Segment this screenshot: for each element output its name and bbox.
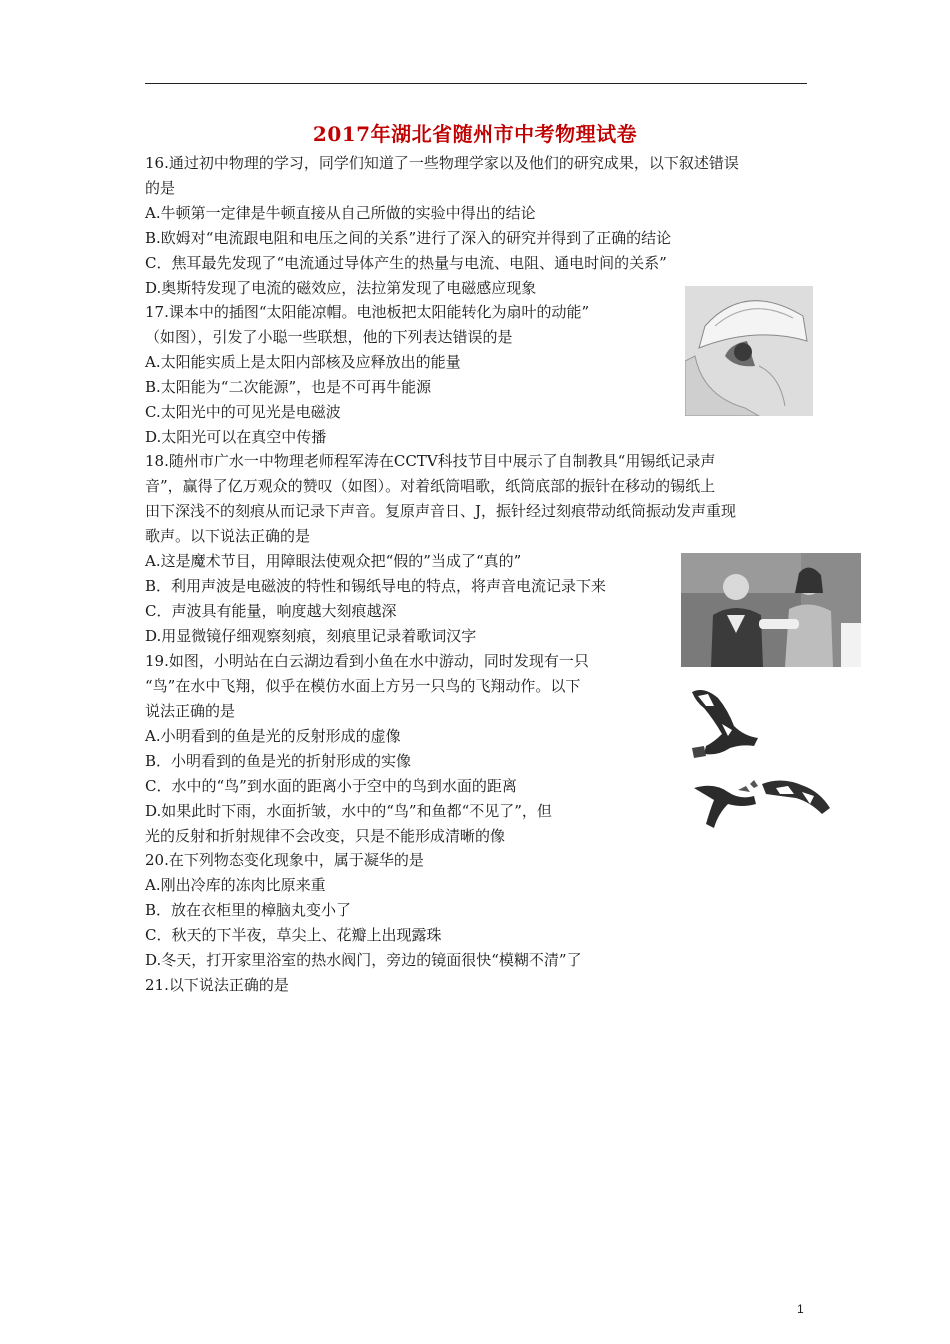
question-17-option-d: D.太阳光可以在真空中传播 — [145, 428, 327, 446]
question-16-option-d: D.奥斯特发现了电流的磁效应，法拉第发现了电磁感应现象 — [145, 279, 537, 297]
question-16-stem-cont: 的是 — [145, 179, 176, 197]
bird-reflection-figure — [684, 684, 834, 834]
question-19-stem-cont-1: “鸟”在水中飞翔，似乎在模仿水面上方另一只鸟的飞翔动作。以下 — [145, 677, 581, 695]
question-17-option-c: C.太阳光中的可见光是电磁波 — [145, 403, 341, 421]
question-18-option-b: B．利用声波是电磁波的特性和锡纸导电的特点，将声音电流记录下来 — [145, 577, 607, 595]
question-17-option-b: B.太阳能为“二次能源”，也是不可再牛能源 — [145, 378, 432, 396]
question-19-stem: 19.如图，小明站在白云湖边看到小鱼在水中游动，同时发现有一只 — [145, 652, 589, 670]
question-20-option-a: A.刚出冷库的冻肉比原来重 — [145, 876, 326, 894]
question-19-option-d-cont: 光的反射和折射规律不会改变，只是不能形成清晰的像 — [145, 827, 506, 845]
teacher-demo-photo — [681, 553, 861, 667]
question-18-option-d: D.用显微镜仔细观察刻痕，刻痕里记录着歌词汉字 — [145, 627, 477, 645]
question-21-stem: 21.以下说法正确的是 — [145, 976, 289, 994]
page-number: 1 — [797, 1302, 804, 1316]
question-17-option-a: A.太阳能实质上是太阳内部核及应释放出的能量 — [145, 353, 461, 371]
question-17-stem: 17.课本中的插图“太阳能凉帽。电池板把太阳能转化为扇叶的动能” — [145, 303, 590, 321]
question-17-stem-cont: （如图），引发了小聪一些联想，他的下列表达错误的是 — [145, 328, 513, 346]
question-19-option-b: B．小明看到的鱼是光的折射形成的实像 — [145, 752, 412, 770]
solar-hat-figure — [685, 286, 813, 416]
question-19-option-c: C．水中的“鸟”到水面的距离小于空中的鸟到水面的距离 — [145, 777, 517, 795]
question-19-stem-cont-2: 说法正确的是 — [145, 702, 236, 720]
question-18-option-a: A.这是魔术节目，用障眼法使观众把“假的”当成了“真的” — [145, 552, 522, 570]
question-20-option-d: D.冬天，打开家里浴室的热水阀门，旁边的镜面很快“模糊不清”了 — [145, 951, 582, 969]
header-rule — [145, 83, 807, 84]
question-19-option-a: A.小明看到的鱼是光的反射形成的虚像 — [145, 727, 401, 745]
question-20-option-c: C．秋天的下半夜，草尖上、花瓣上出现露珠 — [145, 926, 442, 944]
question-16-option-a: A.牛顿第一定律是牛顿直接从自己所做的实验中得出的结论 — [145, 204, 536, 222]
page-title: 2017年湖北省随州市中考物理试卷 — [312, 122, 638, 146]
question-18-option-c: C．声波具有能量，响度越大刻痕越深 — [145, 602, 397, 620]
question-18-stem-cont-3: 歌声。以下说法正确的是 — [145, 527, 311, 545]
question-18-stem-cont-1: 音”，赢得了亿万观众的赞叹（如图）。对着纸筒唱歌，纸筒底部的振针在移动的锡纸上 — [145, 477, 716, 495]
question-16-stem: 16.通过初中物理的学习，同学们知道了一些物理学家以及他们的研究成果，以下叙述错误 — [145, 154, 739, 172]
question-18-stem-cont-2: 田下深浅不的刻痕从而记录下声音。复原声音日、J，振针经过刻痕带动纸筒振动发声重现 — [145, 502, 737, 520]
question-20-option-b: B．放在衣柜里的樟脑丸变小了 — [145, 901, 352, 919]
question-16-option-c: C．焦耳最先发现了“电流通过导体产生的热量与电流、电阻、通电时间的关系” — [145, 254, 667, 272]
question-19-option-d: D.如果此时下雨，水面折皱，水中的“鸟”和鱼都“不见了”，但 — [145, 802, 552, 820]
question-18-stem: 18.随州市广水一中物理老师程军涛在CCTV科技节目中展示了自制教具“用锡纸记录声 — [145, 452, 716, 470]
question-16-option-b: B.欧姆对“电流跟电阻和电压之间的关系”进行了深入的研究并得到了正确的结论 — [145, 229, 672, 247]
question-20-stem: 20.在下列物态变化现象中，属于凝华的是 — [145, 851, 424, 869]
